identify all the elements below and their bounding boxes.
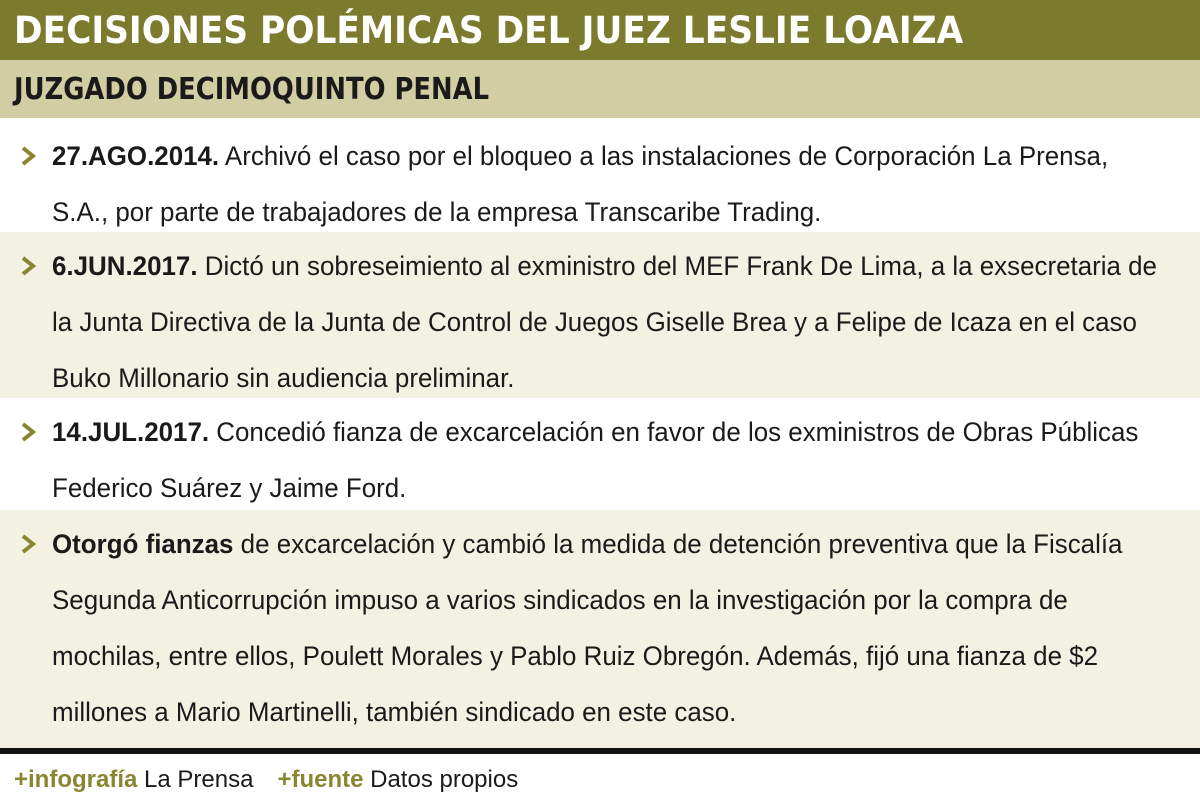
entry-date: 27.AGO.2014. [52, 141, 220, 171]
entry-text: de excarcelación y cambió la medida de detención preventiva que la Fiscalía Segunda Anticorrupción impuso a varios sindicados en la investigación por la compra de mochilas, entre ellos, Poulett Morales y Pablo Ruiz Obregón. Además, fijó una fianza de $2 millones a Mario Martinelli, también sindicado en este caso. [52, 529, 1123, 727]
source-label: +fuente [277, 766, 364, 793]
section-title: JUZGADO DECIMOQUINTO PENAL [14, 71, 490, 107]
section-header [0, 60, 1200, 120]
source-value: Datos propios [370, 766, 519, 793]
chevron-right-icon [14, 128, 42, 184]
entry-lead: Otorgó fianzas [52, 529, 234, 559]
chevron-right-icon [14, 516, 42, 572]
list-item [0, 232, 1200, 398]
credits-footer [14, 762, 518, 798]
credit-value: La Prensa [144, 766, 254, 793]
list-item [0, 398, 1200, 510]
credit-label: +infografía [14, 766, 138, 793]
entry-date: 14.JUL.2017. [52, 417, 210, 447]
header-banner [0, 0, 1200, 60]
entry-text: Dictó un sobreseimiento al exministro del MEF Frank De Lima, a la exsecretaria de la Junta Directiva de la Junta de Control de Juegos Giselle Brea y a Felipe de Icaza en el caso Buko Millonario sin audiencia preliminar. [52, 251, 1157, 393]
entry-date: 6.JUN.2017. [52, 251, 198, 281]
page-title: DECISIONES POLÉMICAS DEL JUEZ LESLIE LOAIZA [14, 8, 964, 52]
chevron-right-icon [14, 404, 42, 460]
list-item [0, 122, 1200, 232]
list-item [0, 510, 1200, 748]
entry-text: Archivó el caso por el bloqueo a las instalaciones de Corporación La Prensa, S.A., por parte de trabajadores de la empresa Transcaribe Trading. [52, 141, 1109, 227]
chevron-right-icon [14, 238, 42, 294]
footer-divider [0, 748, 1200, 754]
entry-text: Concedió fianza de excarcelación en favor de los exministros de Obras Públicas Federico Suárez y Jaime Ford. [52, 417, 1139, 503]
